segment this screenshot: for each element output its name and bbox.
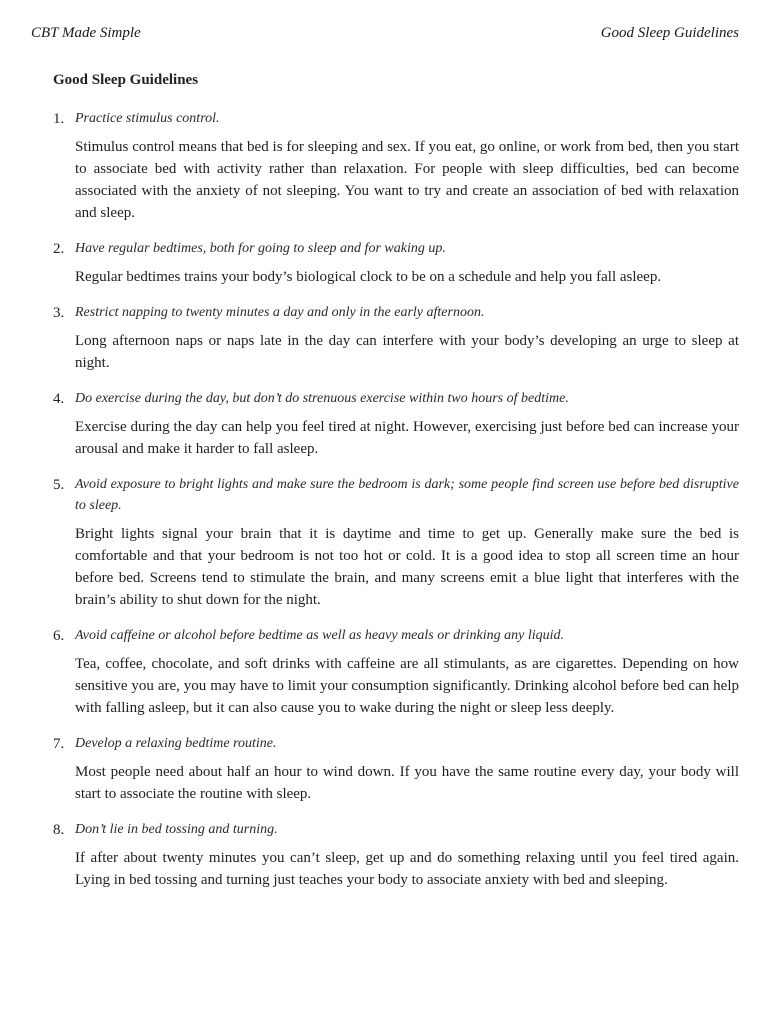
guideline-item: [53, 625, 739, 719]
guideline-heading: Restrict napping to twenty minutes a day and only in the early afternoon.: [75, 305, 485, 320]
section-title: Good Sleep Guidelines: [53, 72, 199, 88]
guideline-item: [53, 108, 739, 224]
guideline-number: 3.: [53, 305, 65, 321]
guideline-number: 5.: [53, 477, 65, 493]
guideline-body: Regular bedtimes trains your body’s biological clock to be on a schedule and help you fall asleep.: [75, 269, 662, 285]
guideline-heading: Practice stimulus control.: [75, 111, 220, 126]
guidelines-list: [53, 108, 739, 905]
guideline-body: Long afternoon naps or naps late in the day can interfere with your body’s developing an urge to sleep at night.: [75, 333, 739, 371]
guideline-number: 7.: [53, 736, 65, 752]
guideline-heading: Avoid caffeine or alcohol before bedtime as well as heavy meals or drinking any liquid.: [75, 628, 565, 643]
guideline-number: 1.: [53, 111, 65, 127]
guideline-heading: Don’t lie in bed tossing and turning.: [75, 822, 278, 837]
guideline-heading: Do exercise during the day, but don’t do strenuous exercise within two hours of bedtime.: [75, 391, 569, 406]
guideline-item: [53, 819, 739, 891]
guideline-heading: Have regular bedtimes, both for going to sleep and for waking up.: [75, 241, 446, 256]
running-head-book-title: CBT Made Simple: [31, 25, 141, 41]
guideline-body: Tea, coffee, chocolate, and soft drinks with caffeine are all stimulants, as are cigarettes. Depending on how sensitive you are, you may have to limit your consumption significantly. Drinking alcohol before bed can help with falling asleep, but it can also cause you to wake during the night or sleep less deeply.: [75, 656, 739, 716]
running-head-chapter-title: Good Sleep Guidelines: [600, 25, 739, 41]
guideline-number: 8.: [53, 822, 65, 838]
guideline-item: [53, 474, 739, 611]
guideline-item: [53, 733, 739, 805]
guideline-body: If after about twenty minutes you can’t sleep, get up and do something relaxing until you feel tired again. Lying in bed tossing and turning just teaches your body to associate anxiety with bed and sleeping.: [75, 850, 739, 888]
guideline-body: Exercise during the day can help you feel tired at night. However, exercising just before bed can increase your arousal and make it harder to fall asleep.: [75, 419, 739, 457]
guideline-item: [53, 238, 739, 288]
guideline-body: Most people need about half an hour to wind down. If you have the same routine every day, your body will start to associate the routine with sleep.: [75, 764, 739, 802]
guideline-item: [53, 302, 739, 374]
guideline-heading: Develop a relaxing bedtime routine.: [75, 736, 277, 751]
guideline-body: Stimulus control means that bed is for sleeping and sex. If you eat, go online, or work from bed, then you start to associate bed with activity rather than relaxation. For people with sleep difficulties, bed can become associated with the anxiety of not sleeping. You want to try and create an association of bed with relaxation and sleep.: [75, 139, 739, 221]
guideline-item: [53, 388, 739, 460]
guideline-number: 6.: [53, 628, 65, 644]
guideline-body: Bright lights signal your brain that it is daytime and time to get up. Generally make sure the bed is comfortable and that your bedroom is not too hot or cold. It is a good idea to stop all screen time an hour before bed. Screens tend to stimulate the brain, and many screens emit a blue light that interferes with the brain’s ability to shut down for the night.: [75, 526, 739, 608]
guideline-heading: Avoid exposure to bright lights and make sure the bedroom is dark; some people find screen use before bed disruptive to sleep.: [75, 477, 739, 513]
guideline-number: 4.: [53, 391, 65, 407]
guideline-number: 2.: [53, 241, 65, 257]
